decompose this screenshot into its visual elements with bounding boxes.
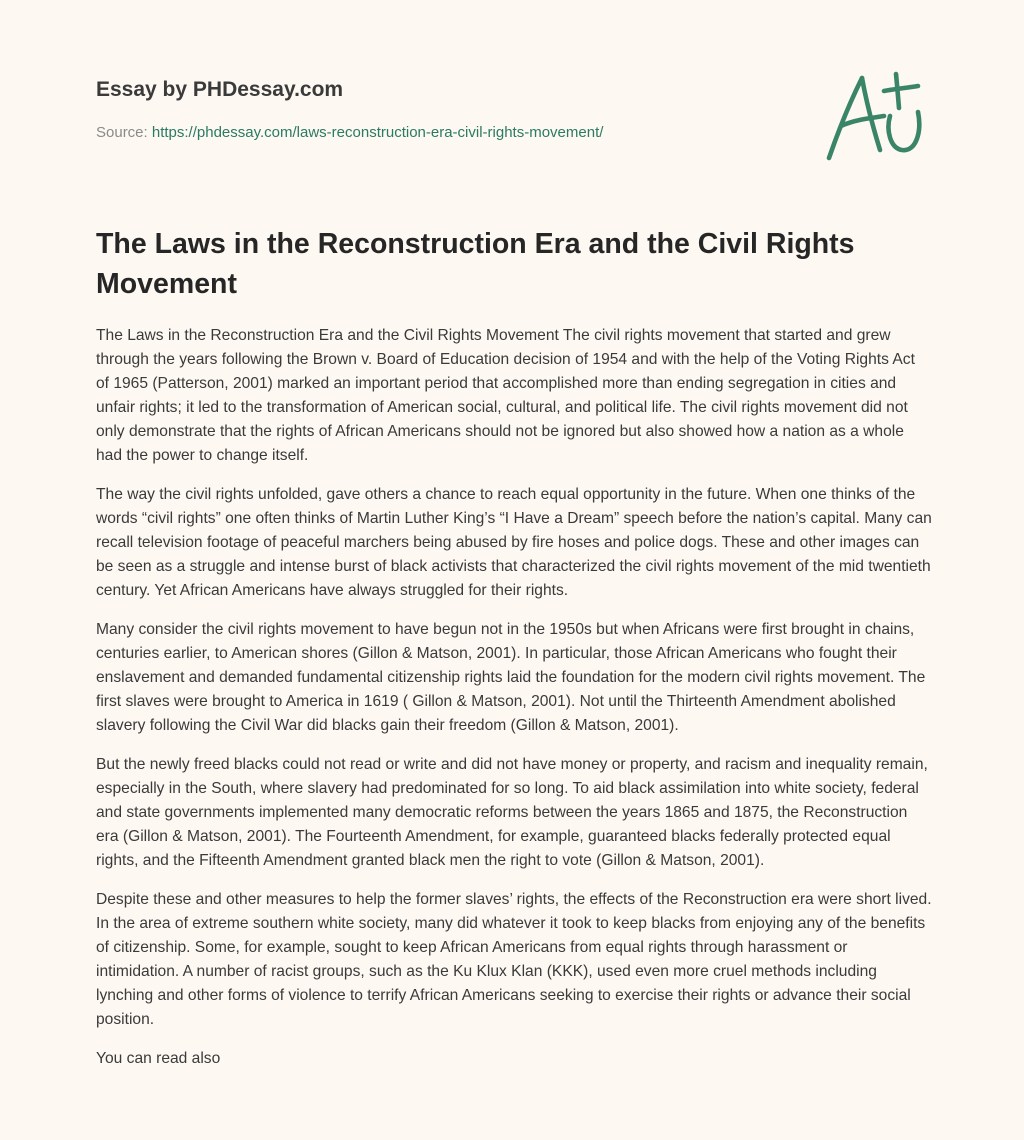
read-also-label: You can read also [96, 1050, 221, 1067]
essay-paragraph: But the newly freed blacks could not read or write and did not have money or property, and racism and inequality remain, especially in the South, where slavery had predominated for so long. To aid black assimilation into white society, federal and state governments implemented many democratic reforms between the years 1865 and 1875, the Reconstruction era (Gillon & Matson, 2001). The Fourteenth Amendment, for example, guaranteed blacks federally protected equal rights, and the Fifteenth Amendment granted black men the right to vote (Gillon & Matson, 2001). [96, 756, 928, 869]
source-link[interactable]: https://phdessay.com/laws-reconstruction-era-civil-rights-movement/ [151, 124, 604, 141]
source-label: Source: [96, 124, 152, 141]
essay-paragraph: The way the civil rights unfolded, gave others a chance to reach equal opportunity in the future. When one thinks of the words “civil rights” one often thinks of Martin Luther King’s “I Have a Dream” speech before the nation’s capital. Many can recall television footage of peaceful marchers being abused by fire hoses and police dogs. These and other images can be seen as a struggle and intense burst of black activists that characterized the civil rights movement of the mid twentieth century. Yet African Americans have always struggled for their rights. [96, 486, 932, 599]
essay-paragraph: Despite these and other measures to help the former slaves’ rights, the effects of the Reconstruction era were short lived. In the area of extreme southern white society, many did whatever it took to keep blacks from enjoying any of the benefits of citizenship. Some, for example, sought to keep African Americans from equal rights through harassment or intimidation. A number of racist groups, such as the Ku Klux Klan (KKK), used even more cruel methods including lynching and other forms of violence to terrify African Americans seeking to exercise their rights or advance their social position. [96, 891, 932, 1028]
brand-title: Essay by PHDessay.com [96, 78, 344, 101]
essay-paragraph: The Laws in the Reconstruction Era and the Civil Rights Movement The civil rights movement that started and grew through the years following the Brown v. Board of Education decision of 1954 and with the help of the Voting Rights Act of 1965 (Patterson, 2001) marked an important period that accomplished more than ending segregation in cities and unfair rights; it led to the transformation of American social, cultural, and political life. The civil rights movement did not only demonstrate that the rights of African Americans should not be ignored but also showed how a nation as a whole had the power to change itself. [96, 327, 915, 464]
essay-body [96, 324, 932, 1086]
source-line [96, 124, 603, 141]
a-plus-grade-icon [822, 66, 930, 166]
essay-title: The Laws in the Reconstruction Era and the Civil Rights Movement [96, 228, 855, 300]
essay-paragraph: Many consider the civil rights movement to have begun not in the 1950s but when Africans were first brought in chains, centuries earlier, to American shores (Gillon & Matson, 2001). In particular, those African Americans who fought their enslavement and demanded fundamental citizenship rights laid the foundation for the modern civil rights movement. The first slaves were brought to America in 1619 ( Gillon & Matson, 2001). Not until the Thirteenth Amendment abolished slavery following the Civil War did blacks gain their freedom (Gillon & Matson, 2001). [96, 621, 926, 734]
